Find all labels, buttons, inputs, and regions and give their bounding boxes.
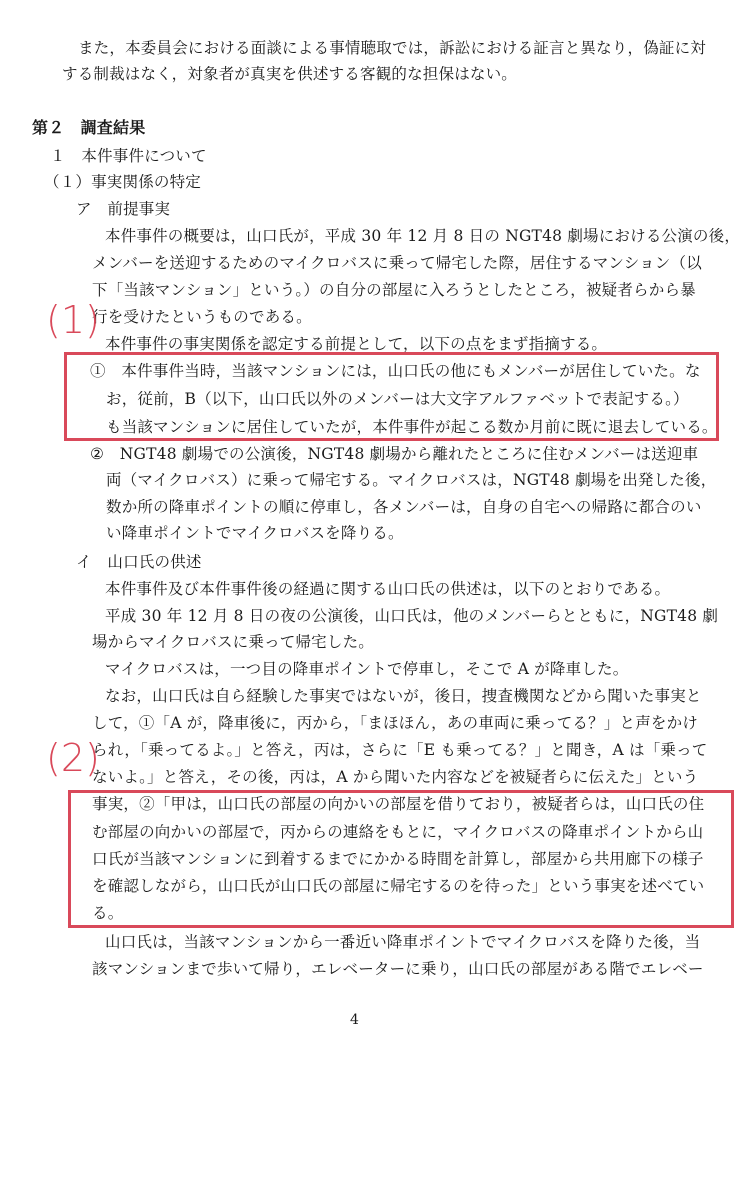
- paragraph-line: 平成 30 年 12 月 8 日の夜の公演後，山口氏は，他のメンバーらとともに，NGT48 劇: [105, 607, 719, 625]
- paragraph-line: を確認しながら，山口氏が山口氏の部屋に帰宅するのを待った」という事実を述べてい: [92, 877, 705, 895]
- paragraph-line: ないよ。」と答え，その後，丙は，A から聞いた内容などを被疑者らに伝えた」という: [92, 768, 699, 786]
- annotation-mark-1: (1): [46, 298, 100, 342]
- paragraph-line: 場からマイクロバスに乗って帰宅した。: [92, 633, 374, 651]
- list-item-line: 両（マイクロバス）に乗って帰宅する。マイクロバスは，NGT48 劇場を出発した後，: [106, 471, 717, 489]
- subsection-heading: １ 本件事件について: [50, 147, 207, 165]
- paragraph-line: 該マンションまで歩いて帰り，エレベーターに乗り，山口氏の部屋がある階でエレベー: [92, 960, 704, 978]
- paragraph-line: 口氏が当該マンションに到着するまでにかかる時間を計算し，部屋から共用廊下の様子: [92, 850, 704, 868]
- section-heading: 第２ 調査結果: [32, 118, 146, 137]
- intro-line: また，本委員会における面談による事情聴取では，訴訟における証言と異なり，偽証に対: [78, 39, 707, 57]
- item-heading: イ 山口氏の供述: [76, 553, 202, 571]
- paragraph-line: 下「当該マンション」という。）の自分の部屋に入ろうとしたところ，被疑者らから暴: [92, 281, 696, 299]
- annotation-mark-2: (2): [46, 736, 100, 780]
- paragraph-line: メンバーを送迎するためのマイクロバスに乗って帰宅した際，居住するマンション（以: [92, 254, 702, 272]
- paragraph-line: られ，「乗ってるよ。」と答え，丙は，さらに「E も乗ってる？」と聞き，A は「乗って: [92, 741, 708, 759]
- paragraph-line: して，①「A が，降車後に，丙から，「まほほん，あの車両に乗ってる？」と声をかけ: [92, 714, 698, 732]
- paragraph-line: なお，山口氏は自ら経験した事実ではないが，後日，捜査機関などから聞いた事実と: [105, 687, 702, 705]
- intro-line: する制裁はなく，対象者が真実を供述する客観的な担保はない。: [62, 65, 517, 83]
- list-item-line: お，従前，B（以下，山口氏以外のメンバーは大文字アルファベットで表記する。）: [106, 390, 689, 408]
- paragraph-line: る。: [92, 904, 124, 922]
- paragraph-line: む部屋の向かいの部屋で，丙からの連絡をもとに，マイクロバスの降車ポイントから山: [92, 823, 704, 841]
- list-item-line: 数か所の降車ポイントの順に停車し，各メンバーは，自身の自宅への帰路に都合のい: [106, 498, 702, 516]
- subsection-heading: （１）事実関係の特定: [44, 173, 202, 191]
- list-item-line: い降車ポイントでマイクロバスを降りる。: [106, 524, 404, 542]
- list-item-line: ② NGT48 劇場での公演後，NGT48 劇場から離れたところに住むメンバーは送迎車: [90, 445, 699, 463]
- paragraph-line: 行を受けたというものである。: [92, 308, 312, 326]
- item-heading: ア 前提事実: [76, 200, 171, 218]
- paragraph-line: 本件事件の事実関係を認定する前提として，以下の点をまず指摘する。: [105, 335, 608, 353]
- highlight-box-1: [64, 352, 719, 441]
- list-item-line: ① 本件事件当時，当該マンションには，山口氏の他にもメンバーが居住していた。な: [90, 362, 701, 380]
- highlight-box-2: [68, 790, 734, 928]
- paragraph-line: 山口氏は，当該マンションから一番近い降車ポイントでマイクロバスを降りた後，当: [105, 933, 701, 951]
- page-number: 4: [350, 1012, 359, 1028]
- paragraph-line: マイクロバスは，一つ目の降車ポイントで停車し，そこで A が降車した。: [105, 660, 629, 678]
- list-item-line: も当該マンションに居住していたが，本件事件が起こる数か月前に既に退去している。: [106, 418, 718, 436]
- paragraph-line: 本件事件及び本件事件後の経過に関する山口氏の供述は，以下のとおりである。: [105, 580, 671, 598]
- paragraph-line: 本件事件の概要は，山口氏が，平成 30 年 12 月 8 日の NGT48 劇場における公演の後，: [105, 227, 741, 245]
- paragraph-line: 事実，②「甲は，山口氏の部屋の向かいの部屋を借りており，被疑者らは，山口氏の住: [92, 795, 705, 813]
